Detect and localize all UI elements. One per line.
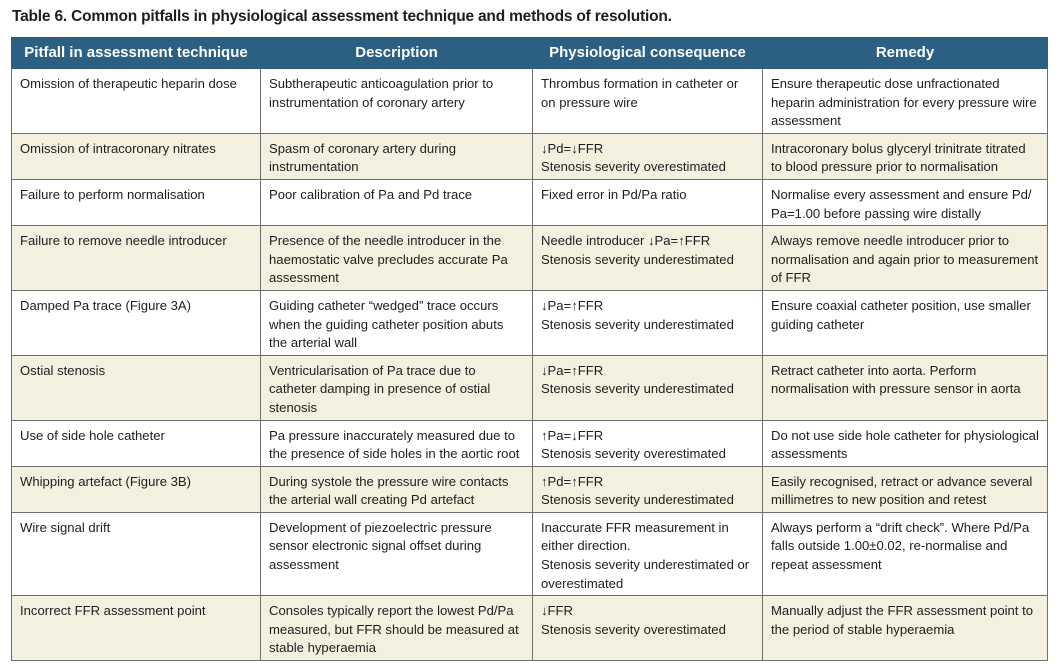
remedy-cell: Ensure coaxial catheter position, use smaller guiding catheter	[763, 290, 1048, 355]
header-consequence: Physiological consequence	[533, 38, 763, 69]
pitfall-cell: Damped Pa trace (Figure 3A)	[12, 290, 261, 355]
consequence-cell: ↓Pa=↑FFR Stenosis severity underestimated	[533, 290, 763, 355]
pitfalls-table	[11, 37, 1048, 661]
pitfall-cell: Wire signal drift	[12, 512, 261, 595]
description-cell: Development of piezoelectric pressure sensor electronic signal offset during assessment	[261, 512, 533, 595]
remedy-cell: Easily recognised, retract or advance several millimetres to new position and retest	[763, 466, 1048, 512]
consequence-cell: Needle introducer ↓Pa=↑FFR Stenosis severity underestimated	[533, 226, 763, 291]
pitfall-cell: Omission of therapeutic heparin dose	[12, 69, 261, 134]
remedy-cell: Ensure therapeutic dose unfractionated heparin administration for every pressure wire assessment	[763, 69, 1048, 134]
pitfall-cell: Use of side hole catheter	[12, 420, 261, 466]
table-caption: Table 6. Common pitfalls in physiological assessment technique and methods of resolution.	[12, 8, 672, 25]
consequence-cell: ↓FFR Stenosis severity overestimated	[533, 596, 763, 661]
table-row	[12, 179, 1048, 225]
description-cell: During systole the pressure wire contacts the arterial wall creating Pd artefact	[261, 466, 533, 512]
table-row	[12, 290, 1048, 355]
header-remedy: Remedy	[763, 38, 1048, 69]
pitfall-cell: Failure to perform normalisation	[12, 179, 261, 225]
table-row	[12, 69, 1048, 134]
pitfall-cell: Incorrect FFR assessment point	[12, 596, 261, 661]
table-row	[12, 355, 1048, 420]
table-row	[12, 512, 1048, 595]
description-cell: Subtherapeutic anticoagulation prior to instrumentation of coronary artery	[261, 69, 533, 134]
remedy-cell: Do not use side hole catheter for physiological assessments	[763, 420, 1048, 466]
description-cell: Guiding catheter “wedged” trace occurs when the guiding catheter position abuts the arterial wall	[261, 290, 533, 355]
description-cell: Poor calibration of Pa and Pd trace	[261, 179, 533, 225]
header-pitfall: Pitfall in assessment technique	[12, 38, 261, 69]
consequence-cell: Fixed error in Pd/Pa ratio	[533, 179, 763, 225]
remedy-cell: Normalise every assessment and ensure Pd/ Pa=1.00 before passing wire distally	[763, 179, 1048, 225]
description-cell: Presence of the needle introducer in the haemostatic valve precludes accurate Pa assessment	[261, 226, 533, 291]
table-row	[12, 596, 1048, 661]
consequence-cell: Inaccurate FFR measurement in either direction. Stenosis severity underestimated or overestimated	[533, 512, 763, 595]
consequence-cell: ↓Pd=↓FFR Stenosis severity overestimated	[533, 133, 763, 179]
table-row	[12, 133, 1048, 179]
description-cell: Pa pressure inaccurately measured due to the presence of side holes in the aortic root	[261, 420, 533, 466]
header-description: Description	[261, 38, 533, 69]
pitfall-cell: Whipping artefact (Figure 3B)	[12, 466, 261, 512]
remedy-cell: Intracoronary bolus glyceryl trinitrate titrated to blood pressure prior to normalisation	[763, 133, 1048, 179]
pitfall-cell: Ostial stenosis	[12, 355, 261, 420]
table-row	[12, 226, 1048, 291]
pitfall-cell: Failure to remove needle introducer	[12, 226, 261, 291]
remedy-cell: Retract catheter into aorta. Perform normalisation with pressure sensor in aorta	[763, 355, 1048, 420]
consequence-cell: ↑Pa=↓FFR Stenosis severity overestimated	[533, 420, 763, 466]
pitfall-cell: Omission of intracoronary nitrates	[12, 133, 261, 179]
remedy-cell: Always remove needle introducer prior to normalisation and again prior to measurement of FFR	[763, 226, 1048, 291]
description-cell: Consoles typically report the lowest Pd/Pa measured, but FFR should be measured at stable hyperaemia	[261, 596, 533, 661]
table-row	[12, 466, 1048, 512]
remedy-cell: Always perform a “drift check”. Where Pd/Pa falls outside 1.00±0.02, re-normalise and repeat assessment	[763, 512, 1048, 595]
header-row	[12, 38, 1048, 69]
description-cell: Ventricularisation of Pa trace due to catheter damping in presence of ostial stenosis	[261, 355, 533, 420]
consequence-cell: Thrombus formation in catheter or on pressure wire	[533, 69, 763, 134]
table-row	[12, 420, 1048, 466]
consequence-cell: ↑Pd=↑FFR Stenosis severity underestimated	[533, 466, 763, 512]
consequence-cell: ↓Pa=↑FFR Stenosis severity underestimated	[533, 355, 763, 420]
description-cell: Spasm of coronary artery during instrumentation	[261, 133, 533, 179]
remedy-cell: Manually adjust the FFR assessment point to the period of stable hyperaemia	[763, 596, 1048, 661]
